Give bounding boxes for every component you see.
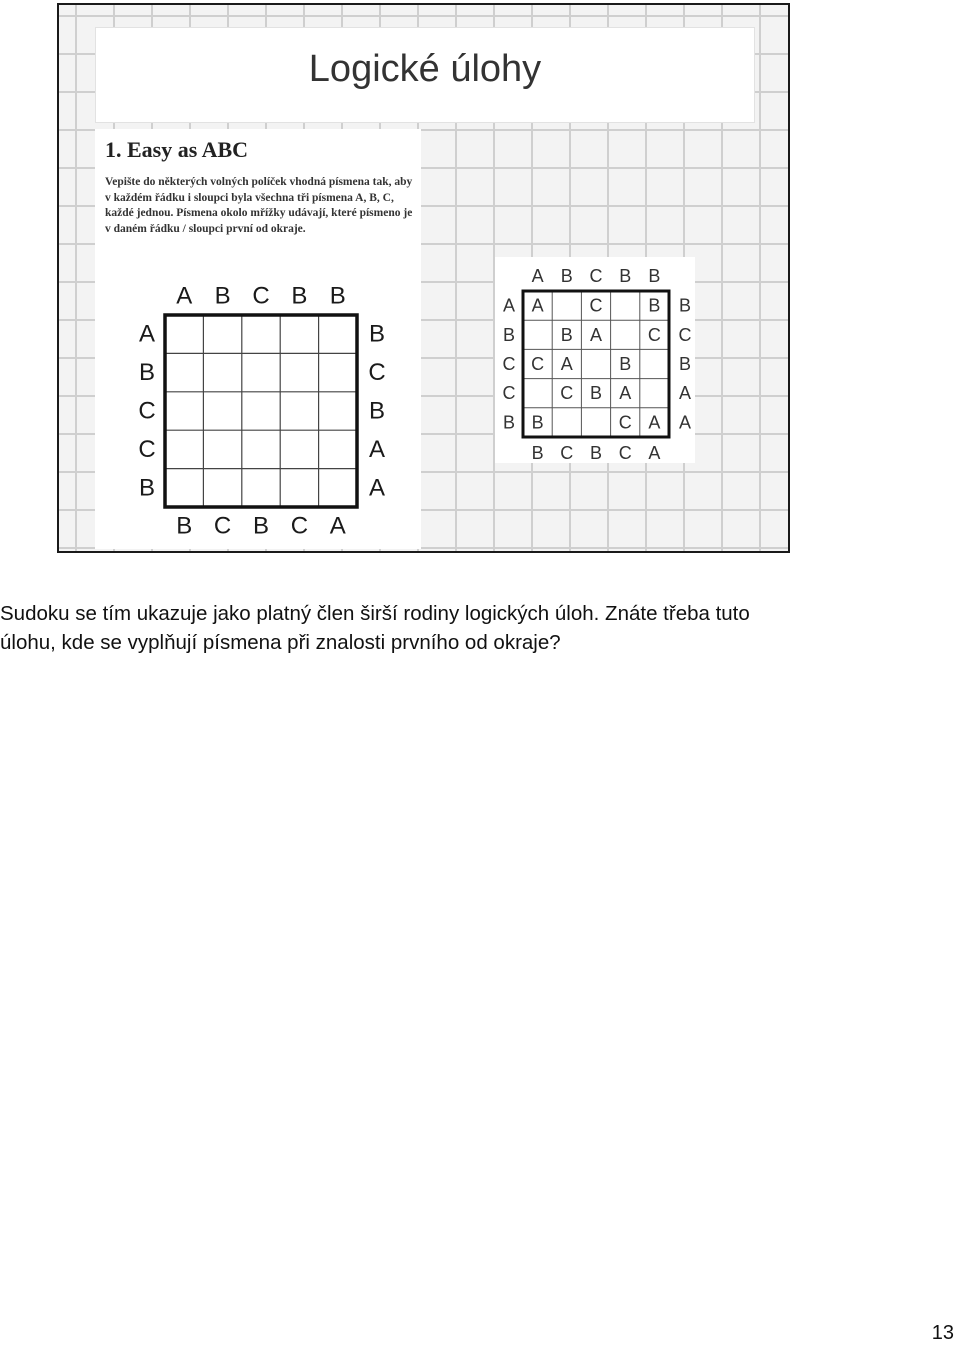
clue-bottom: C [290,512,309,540]
solution-cell: C [647,324,661,345]
clue-top: B [648,266,661,286]
clue-top: B [214,282,231,310]
clue-right: A [678,412,692,433]
clue-bottom: B [176,512,193,540]
solution-cell: A [560,354,573,374]
clue-bottom: C [618,443,632,463]
clue-right: B [678,295,692,316]
clue-right: C [368,359,386,387]
solution-cell: C [589,295,603,316]
clue-top: C [589,266,603,286]
puzzle-instructions: Vepište do některých volných políček vhodná písmena tak, aby v každém řádku i sloupci byla všechna tři písmena A, B, C, každé jednou. Písmena okolo mřížky udávají, které písmeno je v daném řádku / sloupci první od okraje. [105,176,413,235]
slide-image [57,3,790,553]
clue-top: B [560,266,573,286]
clue-right: A [368,474,386,502]
clue-bottom: C [560,443,574,463]
clue-left: B [502,412,516,433]
clue-bottom: A [648,443,661,463]
solution-cell: A [648,412,661,433]
clue-right: B [678,354,692,374]
caption [0,599,960,657]
clue-left: C [138,397,156,425]
solution-cell: A [531,295,544,316]
caption-line: úlohu, kde se vyplňují písmena při znalosti prvního od okraje? [0,631,561,654]
clue-top: B [329,282,346,310]
clue-top: C [252,282,270,310]
solution-cell: B [589,383,603,404]
clue-left: A [502,295,516,316]
solution-cell: A [619,383,632,404]
grid-background [165,315,357,507]
clue-bottom: B [531,443,544,463]
page-number: 13 [931,1322,954,1344]
clue-left: C [502,383,516,404]
solution-cell: B [619,354,632,374]
puzzle-heading: 1. Easy as ABC [105,137,249,162]
slide-title: Logické úlohy [308,48,542,90]
caption-line: Sudoku se tím ukazuje jako platný člen širší rodiny logických úloh. Znáte třeba tuto [0,602,750,625]
clue-left: B [502,324,516,345]
clue-right: C [678,324,692,345]
puzzle-grid [129,277,409,549]
slide-title-box [95,27,755,123]
clue-left: B [138,474,156,502]
clue-left: C [502,354,516,374]
clue-top: A [531,266,544,286]
solution-cell: C [531,354,545,374]
clue-right: A [368,435,386,463]
clue-bottom: A [329,512,346,540]
solution-cell: A [589,324,603,345]
clue-bottom: B [252,512,270,540]
clue-top: B [619,266,632,286]
clue-left: B [138,359,156,387]
clue-left: C [138,435,156,463]
clue-top: B [291,282,308,310]
solution-cell: B [560,324,573,345]
clue-bottom: C [213,512,232,540]
clue-top: A [176,282,193,310]
solution-cell: B [648,295,661,316]
clue-left: A [138,320,156,348]
clue-right: A [678,383,692,404]
solution-grid [495,257,695,463]
clue-right: B [368,397,386,425]
solution-cell: C [618,412,632,433]
solution-cell: C [560,383,574,404]
solution-cell: B [531,412,544,433]
clue-bottom: B [589,443,603,463]
clue-right: B [368,320,386,348]
